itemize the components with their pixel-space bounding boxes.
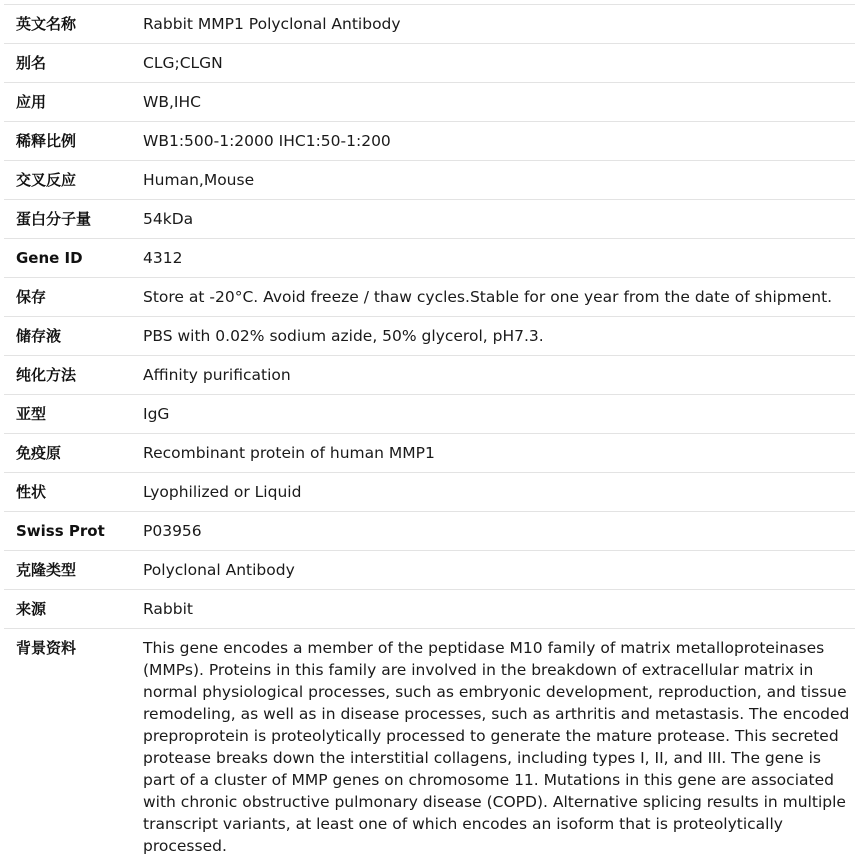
spec-value: Human,Mouse <box>143 171 255 189</box>
spec-value: WB1:500-1:2000 IHC1:50-1:200 <box>143 132 391 150</box>
spec-value: CLG;CLGN <box>143 54 223 72</box>
spec-value: WB,IHC <box>143 93 201 111</box>
spec-label: 纯化方法 <box>16 366 77 384</box>
spec-label: 克隆类型 <box>16 561 77 579</box>
spec-label: 免疫原 <box>16 444 62 462</box>
spec-label: 性状 <box>16 483 47 501</box>
spec-row-alias <box>4 44 855 83</box>
spec-row-purification <box>4 356 855 395</box>
spec-value: PBS with 0.02% sodium azide, 50% glycerol, pH7.3. <box>143 327 544 345</box>
spec-value: Lyophilized or Liquid <box>143 483 302 501</box>
spec-label: Gene ID <box>16 249 83 267</box>
spec-row-cross-reactivity <box>4 161 855 200</box>
spec-label: 亚型 <box>16 405 47 423</box>
spec-row-isotype <box>4 395 855 434</box>
spec-row-storage-buffer <box>4 317 855 356</box>
spec-row-immunogen <box>4 434 855 473</box>
spec-value: Rabbit <box>143 600 193 618</box>
spec-label: 应用 <box>16 93 47 111</box>
spec-value: 54kDa <box>143 210 194 228</box>
spec-row-form <box>4 473 855 512</box>
spec-label: Swiss Prot <box>16 522 105 540</box>
spec-value: Store at -20°C. Avoid freeze / thaw cycles.Stable for one year from the date of shipment. <box>143 288 833 306</box>
spec-label: 别名 <box>16 54 47 72</box>
spec-label: 交叉反应 <box>16 171 77 189</box>
spec-label: 保存 <box>16 288 47 306</box>
spec-row-english-name <box>4 5 855 44</box>
spec-row-application <box>4 83 855 122</box>
product-spec-table <box>4 4 855 857</box>
spec-label: 英文名称 <box>16 15 77 33</box>
spec-label: 背景资料 <box>16 639 77 657</box>
spec-row-molecular-weight <box>4 200 855 239</box>
spec-value: Polyclonal Antibody <box>143 561 295 579</box>
spec-label: 来源 <box>16 600 47 618</box>
spec-row-clonality <box>4 551 855 590</box>
spec-row-gene-id <box>4 239 855 278</box>
spec-label: 蛋白分子量 <box>16 210 92 228</box>
spec-value: Recombinant protein of human MMP1 <box>143 444 435 462</box>
spec-label: 储存液 <box>16 327 62 345</box>
spec-row-storage <box>4 278 855 317</box>
spec-value: Affinity purification <box>143 366 291 384</box>
spec-row-swiss-prot <box>4 512 855 551</box>
spec-value: Rabbit MMP1 Polyclonal Antibody <box>143 15 401 33</box>
spec-row-host <box>4 590 855 629</box>
spec-label: 稀释比例 <box>16 132 77 150</box>
spec-value: 4312 <box>143 249 183 267</box>
spec-value: IgG <box>143 405 170 423</box>
spec-row-background <box>4 629 855 857</box>
spec-row-dilution <box>4 122 855 161</box>
spec-value: P03956 <box>143 522 202 540</box>
background-description: This gene encodes a member of the peptidase M10 family of matrix metalloproteinases (MMPs). Proteins in this family are involved in the breakdown of extracellular matrix in normal physiological processes, such as embryonic development, reproduction, and tissue remodeling, as well as in disease processes, such as arthritis and metastasis. The encoded preproprotein is proteolytically processed to generate the mature protease. This secreted protease breaks down the interstitial collagens, including types I, II, and III. The gene is part of a cluster of MMP genes on chromosome 11. Mutations in this gene are associated with chronic obstructive pulmonary disease (COPD). Alternative splicing results in multiple transcript variants, at least one of which encodes an isoform that is proteolytically processed. <box>143 639 850 855</box>
